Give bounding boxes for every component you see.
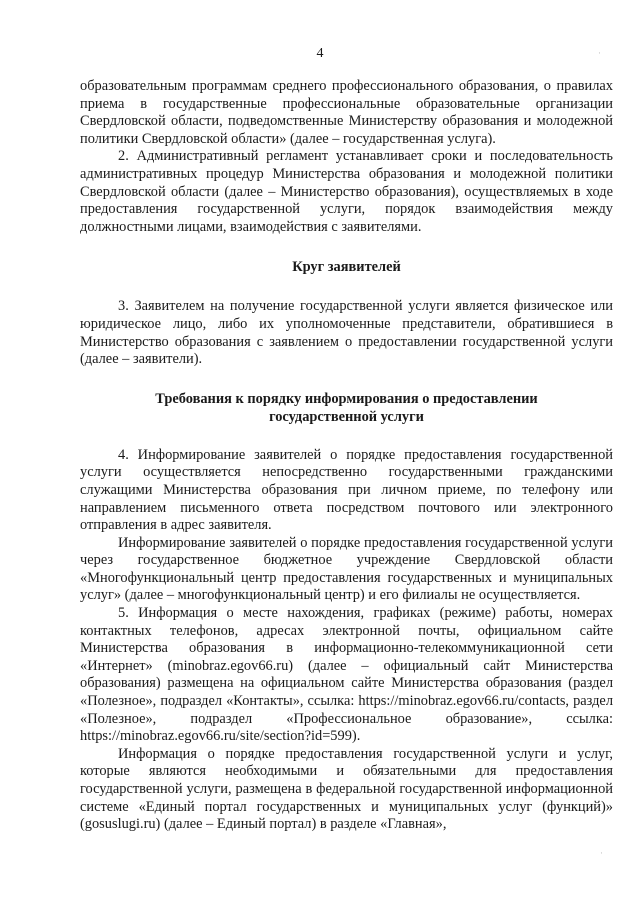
paragraph-4: 4. Информирование заявителей о порядке предоставления государственной услуги осуществляется непосредственно государственными гражданскими служащими Министерства образования при личном приеме, по телефону или направлением письменного ответа посредством почтового или электронного отправления в адрес заявителя. — [80, 446, 613, 534]
heading-line-1: Требования к порядку информирования о предоставлении — [155, 390, 538, 407]
scan-artifact-dot: · — [600, 848, 603, 858]
scan-artifact-dot: · — [598, 48, 601, 58]
section-heading-applicants: Круг заявителей — [292, 259, 401, 276]
paragraph-5-portal: Информация о порядке предоставления государственной услуги и услуг, которые являются необходимыми и обязательными для предоставления государственной услуги, размещена в федеральной государственной информационной системе «Единый портал государственных и муниципальных услуг (функций)» (gosuslugi.ru) (далее – Единый портал) в разделе «Главная», — [80, 745, 613, 833]
page-number: 4 — [316, 46, 324, 61]
paragraph-3: 3. Заявителем на получение государственной услуги является физическое или юридическое лицо, либо их уполномоченные представители, обратившиеся в Министерство образования с заявлением о предоставлении государственной услуги (далее – заявители). — [80, 298, 613, 368]
paragraph-2: 2. Административный регламент устанавливает сроки и последовательность административных процедур Министерства образования и молодежной политики Свердловской области (далее – Министерство образования), осуществляемых в ходе предоставления государственной услуги, порядок взаимодействия между должностными лицами, взаимодействия с заявителями. — [80, 148, 613, 235]
section-heading-information-requirements — [80, 390, 613, 426]
paragraph-5: 5. Информация о месте нахождения, графиках (режиме) работы, номерах контактных телефонов, адресах электронной почты, официальном сайте Министерства образования в информационно-телекоммуникационной сети «Интернет» (minobraz.egov66.ru) (далее – официальный сайт Министерства образования) размещена на официальном сайте Министерства образования (раздел «Полезное», подраздел «Контакты», ссылка: https://minobraz.egov66.ru/contacts, раздел «Полезное», подраздел «Профессиональное образование», ссылка: https://minobraz.egov66.ru/site/section?id=599). — [80, 605, 613, 745]
paragraph-4-mfc: Информирование заявителей о порядке предоставления государственной услуги через государственное бюджетное учреждение Свердловской области «Многофункциональный центр предоставления государственных и муниципальных услуг» (далее – многофункциональный центр) и его филиалы не осуществляется. — [80, 534, 613, 604]
heading-line-2: государственной услуги — [269, 408, 424, 425]
document-body — [80, 78, 613, 834]
paragraph-continuation: образовательным программам среднего профессионального образования, о правилах приема в государственные профессиональные образовательные организации Свердловской области, подведомственные Министерству образования и молодежной политики Свердловской области» (далее – государственная услуга). — [80, 78, 613, 147]
